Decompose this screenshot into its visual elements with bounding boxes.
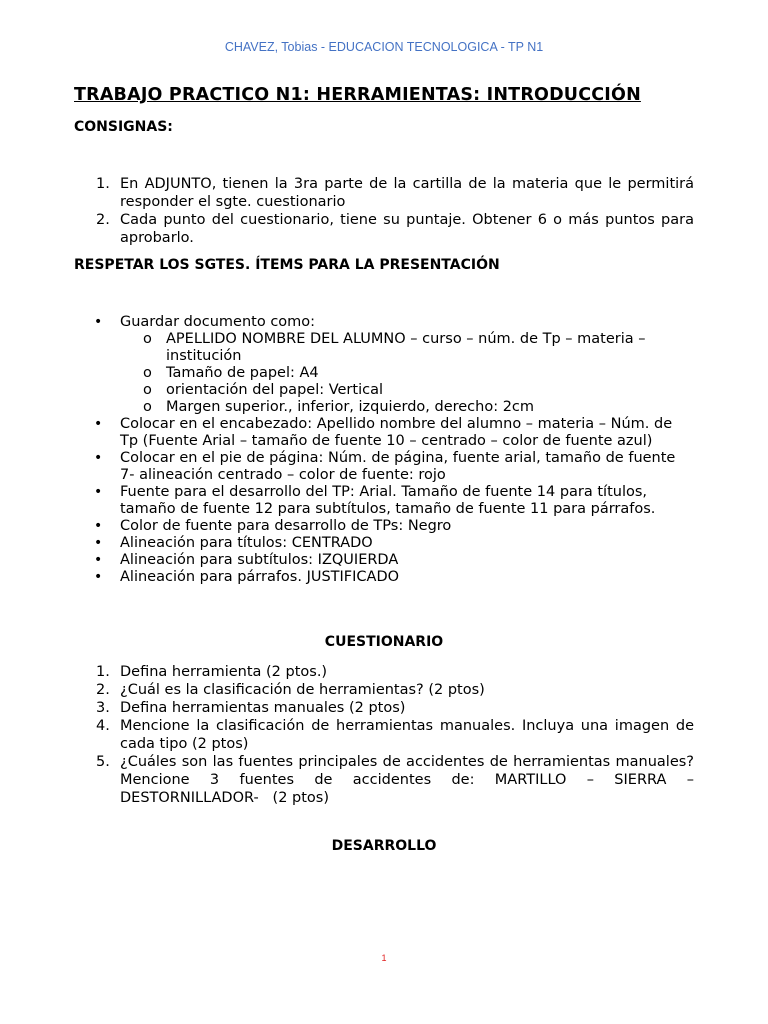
item-text: Defina herramienta (2 ptos.) <box>120 664 328 680</box>
bullet-icon: • <box>94 552 103 568</box>
presentacion-list <box>74 314 694 586</box>
list-item <box>74 450 694 484</box>
list-item <box>74 552 694 569</box>
bullet-icon: • <box>94 535 103 551</box>
sub-list-item <box>120 331 694 365</box>
item-text: Alineación para párrafos. JUSTIFICADO <box>120 569 400 585</box>
item-number: 1. <box>96 664 110 680</box>
list-item <box>74 314 694 416</box>
item-text: orientación del papel: Vertical <box>166 382 383 398</box>
item-number: 4. <box>96 718 110 734</box>
item-text: Color de fuente para desarrollo de TPs: Negro <box>120 518 452 534</box>
list-item <box>74 535 694 552</box>
consignas-heading: CONSIGNAS: <box>74 119 173 135</box>
item-text: APELLIDO NOMBRE DEL ALUMNO – curso – núm. de Tp – materia – institución <box>166 331 646 364</box>
circle-bullet-icon: o <box>143 382 152 398</box>
list-item <box>74 663 694 681</box>
bullet-icon: • <box>94 416 103 432</box>
item-number: 2. <box>96 682 110 698</box>
bullet-icon: • <box>94 450 103 466</box>
item-text: Alineación para títulos: CENTRADO <box>120 535 373 551</box>
list-item <box>74 484 694 518</box>
item-text: ¿Cuál es la clasificación de herramientas? (2 ptos) <box>120 682 485 698</box>
page-number: 1 <box>381 953 387 963</box>
cuestionario-heading: CUESTIONARIO <box>324 634 444 650</box>
item-text: Cada punto del cuestionario, tiene su puntaje. Obtener 6 o más puntos para aprobarlo. <box>120 212 694 246</box>
item-text: Margen superior., inferior, izquierdo, derecho: 2cm <box>166 399 535 415</box>
item-number: 1. <box>96 176 110 192</box>
list-item <box>74 717 694 753</box>
desarrollo-heading: DESARROLLO <box>331 838 437 854</box>
item-text: Defina herramientas manuales (2 ptos) <box>120 700 406 716</box>
item-text: Guardar documento como: <box>120 314 316 330</box>
consignas-list <box>74 175 694 247</box>
page-header: CHAVEZ, Tobias - EDUCACION TECNOLOGICA - TP N1 <box>224 40 544 54</box>
list-item <box>74 699 694 717</box>
sub-list-item <box>120 399 694 416</box>
bullet-icon: • <box>94 518 103 534</box>
circle-bullet-icon: o <box>143 331 152 347</box>
item-text: Tamaño de papel: A4 <box>166 365 319 381</box>
list-item <box>74 681 694 699</box>
sub-list-item <box>120 382 694 399</box>
item-text: Colocar en el pie de página: Núm. de página, fuente arial, tamaño de fuente 7- alineación centrado – color de fuente: rojo <box>120 450 676 483</box>
presentacion-heading: RESPETAR LOS SGTES. ÍTEMS PARA LA PRESENTACIÓN <box>74 257 500 273</box>
bullet-icon: • <box>94 314 103 330</box>
sub-list-item <box>120 365 694 382</box>
list-item <box>74 753 699 807</box>
item-number: 2. <box>96 212 110 228</box>
item-text: Mencione la clasificación de herramientas manuales. Incluya una imagen de cada tipo (2 ptos) <box>120 718 694 752</box>
cuestionario-list <box>74 663 699 807</box>
bullet-icon: • <box>94 569 103 585</box>
item-text: Alineación para subtítulos: IZQUIERDA <box>120 552 399 568</box>
document-title: TRABAJO PRACTICO N1: HERRAMIENTAS: INTRODUCCIÓN <box>74 85 641 105</box>
item-text: En ADJUNTO, tienen la 3ra parte de la cartilla de la materia que le permitirá responder el sgte. cuestionario <box>120 176 694 210</box>
list-item <box>74 416 694 450</box>
list-item <box>74 518 694 535</box>
bullet-icon: • <box>94 484 103 500</box>
sub-list <box>120 331 694 416</box>
item-number: 5. <box>96 754 110 770</box>
item-text: Colocar en el encabezado: Apellido nombre del alumno – materia – Núm. de Tp (Fuente Arial – tamaño de fuente 10 – centrado – color de fuente azul) <box>120 416 673 449</box>
item-text: ¿Cuáles son las fuentes principales de accidentes de herramientas manuales? Mencione 3 fuentes de accidentes de: MARTILLO – SIERRA – DESTORNILLADOR- (2 ptos) <box>120 754 699 806</box>
item-number: 3. <box>96 700 110 716</box>
list-item <box>74 211 694 247</box>
list-item <box>74 569 694 586</box>
circle-bullet-icon: o <box>143 365 152 381</box>
list-item <box>74 175 694 211</box>
circle-bullet-icon: o <box>143 399 152 415</box>
item-text: Fuente para el desarrollo del TP: Arial. Tamaño de fuente 14 para títulos, tamaño de fuente 12 para subtítulos, tamaño de fuente 11 para párrafos. <box>120 484 656 517</box>
